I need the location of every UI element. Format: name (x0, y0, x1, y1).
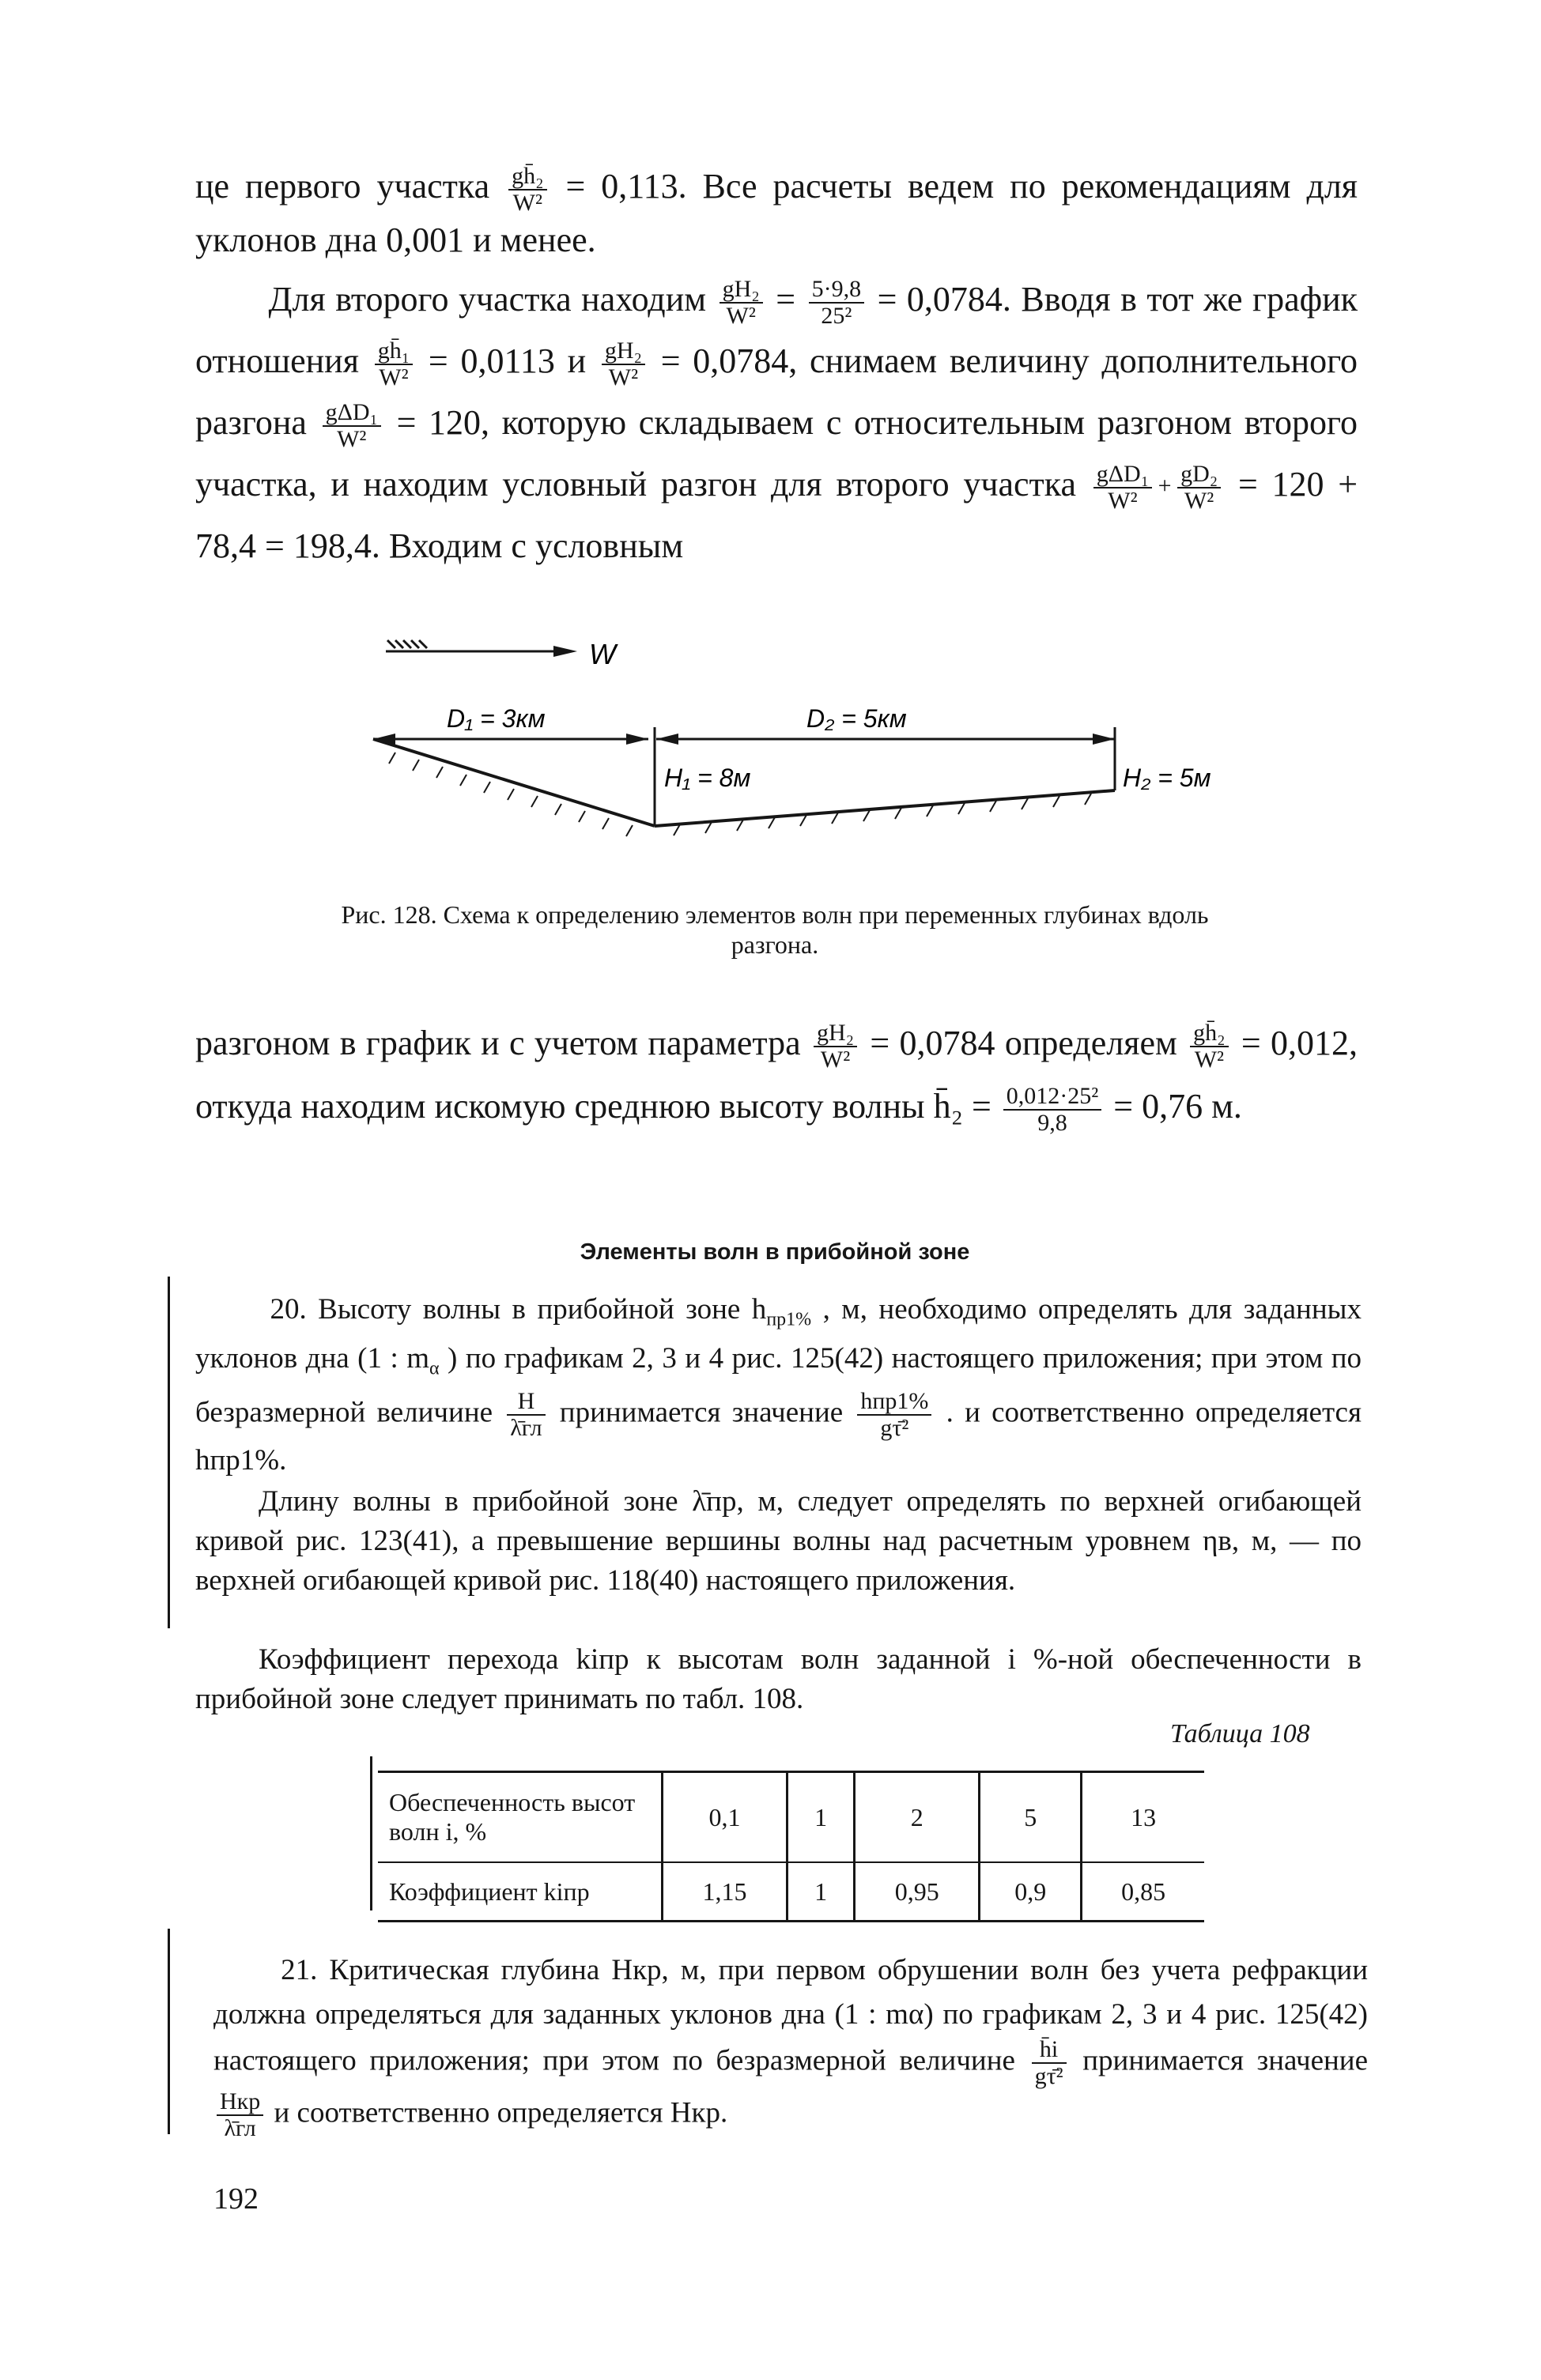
formula: gΔD₁ W² (323, 400, 381, 452)
text: це первого участка (195, 167, 490, 206)
formula: $\frac{\text{gh̄₂}}{\text{W²}}$ (508, 164, 546, 216)
table-cell: 0,85 (1082, 1862, 1204, 1922)
table-cell: 0,9 (980, 1862, 1082, 1922)
text: = 0,0113 и (428, 341, 587, 380)
text: разгоном в график и с учетом параметра (195, 1024, 801, 1062)
paragraph-1 (195, 162, 1358, 265)
figure-128 (316, 617, 1344, 877)
page-number: 192 (213, 2182, 259, 2216)
d2-label: D₂ = 5км (806, 704, 907, 733)
wind-arrow-icon (386, 640, 553, 651)
h2-label: H₂ = 5м (1123, 764, 1211, 792)
table-cell: 13 (1082, 1772, 1204, 1863)
figure-caption: Рис. 128. Схема к определению элементов волн при переменных глубинах вдоль разгона. (341, 900, 1209, 959)
arrowhead-icon (1093, 734, 1115, 745)
formula: hпр1% gτ̄² (857, 1389, 931, 1441)
formula: $\frac{h̄i}{\text{gτ̄²}}$ (1032, 2037, 1067, 2089)
text: 21. Критическая глубина Hкр, м, при первом обрушении волн без учета рефракции должна определяться для заданных уклонов дна (1 : mα) по графикам 2, 3 и 4 рис. 125(42) настоящего приложения; при этом по безразмерной величине (213, 1954, 1368, 2077)
formula: $\frac{\text{gH₂}}{\text{W²}}$ (720, 277, 763, 329)
text: и соответственно определяется Hкр. (274, 2096, 728, 2129)
text: 20. Высоту волны в прибойной зоне h (270, 1293, 767, 1326)
text: = 0,0784 определяем (870, 1024, 1177, 1062)
text: ) по графикам 2, 3 и 4 рис. 125(42) настоящего приложения; при этом по безразмерной величине (195, 1342, 1362, 1429)
formula: $\frac{\text{gh̄₁}}{\text{W²}}$ (375, 338, 413, 390)
arrowhead-icon (626, 734, 648, 745)
paragraph-20b: Длину волны в прибойной зоне λ̄пр, м, следует определять по верхней огибающей кривой рис. 123(41), а превышение вершины волны над расчетным уровнем ηв, м, — по верхней огибающей кривой рис. 118(40) настоящего приложения. (195, 1485, 1362, 1597)
table-cell: 5 (980, 1772, 1082, 1863)
table-cell: 1,15 (663, 1862, 787, 1922)
text: принимается значение (559, 1396, 844, 1429)
table-cell: 1 (787, 1772, 854, 1863)
paragraph-20 (195, 1290, 1362, 1480)
table-cell: 0,95 (855, 1862, 980, 1922)
paragraph-3 (195, 1012, 1358, 1138)
h1-label: H₁ = 8м (664, 764, 751, 792)
formula: Hкр λ̄гл (217, 2089, 263, 2141)
text: = (776, 280, 796, 319)
text: . и соответственно определяется hпр1%. (195, 1396, 1362, 1477)
section-heading: Элементы волн в прибойной зоне (580, 1239, 970, 1265)
text: = 120 + 78,4 = 198,4. Входим с условным (195, 465, 1358, 565)
text: = 0,76 м. (1113, 1087, 1242, 1126)
table-row-label: Обеспеченность высот волн i, % (378, 1772, 663, 1863)
text: = 0,0784, снимаем величину дополнительного разгона (195, 341, 1358, 442)
formula: $\frac{\text{0,012·25²}}{9,8}$ (1003, 1084, 1101, 1136)
table-margin-bar (370, 1756, 372, 1910)
arrowhead-icon (656, 734, 678, 745)
table-row (378, 1862, 1204, 1922)
paragraph-2 (195, 269, 1358, 577)
subscript: α (429, 1358, 440, 1379)
table-row (378, 1772, 1204, 1863)
d1-label: D₁ = 3км (447, 704, 546, 733)
sloping-bottom (373, 739, 655, 826)
text: = 0,012, откуда находим искомую среднюю высоту волны h̄₂ = (195, 1024, 1358, 1126)
formula: $\frac{\text{gh̄₂}}{\text{W²}}$ (1190, 1020, 1228, 1073)
margin-bar (168, 1929, 170, 2134)
table-cell: 0,1 (663, 1772, 787, 1863)
table-cell: 2 (855, 1772, 980, 1863)
arrowhead-icon (553, 646, 577, 657)
text: принимается значение (1082, 2044, 1369, 2077)
table-row-label: Коэффициент kiпр (378, 1862, 663, 1922)
text: Для второго участка находим (268, 280, 707, 319)
table-cell: 1 (787, 1862, 854, 1922)
formula: $\frac{\text{gH₂}}{\text{W²}}$ (814, 1020, 857, 1073)
text: = 0,0784. Вводя в тот же график отношения (195, 280, 1358, 380)
table-title: Таблица 108 (1170, 1719, 1310, 1748)
text: = 0,113. Все расчеты ведем по рекомендациям для уклонов дна 0,001 и менее. (195, 167, 1358, 259)
formula: $\frac{\text{gH₂}}{\text{W²}}$ (602, 338, 645, 390)
formula: H λ̄гл (507, 1389, 545, 1441)
paragraph-20c: Коэффициент перехода kiпр к высотам волн заданной i %-ной обеспеченности в прибойной зоне следует принимать по табл. 108. (195, 1643, 1362, 1715)
subscript: пр1% (766, 1309, 812, 1330)
margin-bar (168, 1277, 170, 1628)
wind-label: W (589, 638, 616, 670)
formula: gΔD₁ W² + $\frac{\text{gD₂}}{\text{W²}}$ (1093, 462, 1221, 514)
paragraph-21 (213, 1948, 1368, 2141)
text: = 120, которую складываем с относительным разгоном второго участка, и находим условный разгон для второго участка (195, 403, 1358, 504)
text: , м, необходимо определять для заданных уклонов дна (1 : m (195, 1293, 1362, 1375)
data-table (378, 1771, 1204, 1922)
flat-bottom (655, 790, 1115, 826)
formula: $\frac{5\cdot 9,8}{\text{25²}}$ (809, 277, 865, 329)
